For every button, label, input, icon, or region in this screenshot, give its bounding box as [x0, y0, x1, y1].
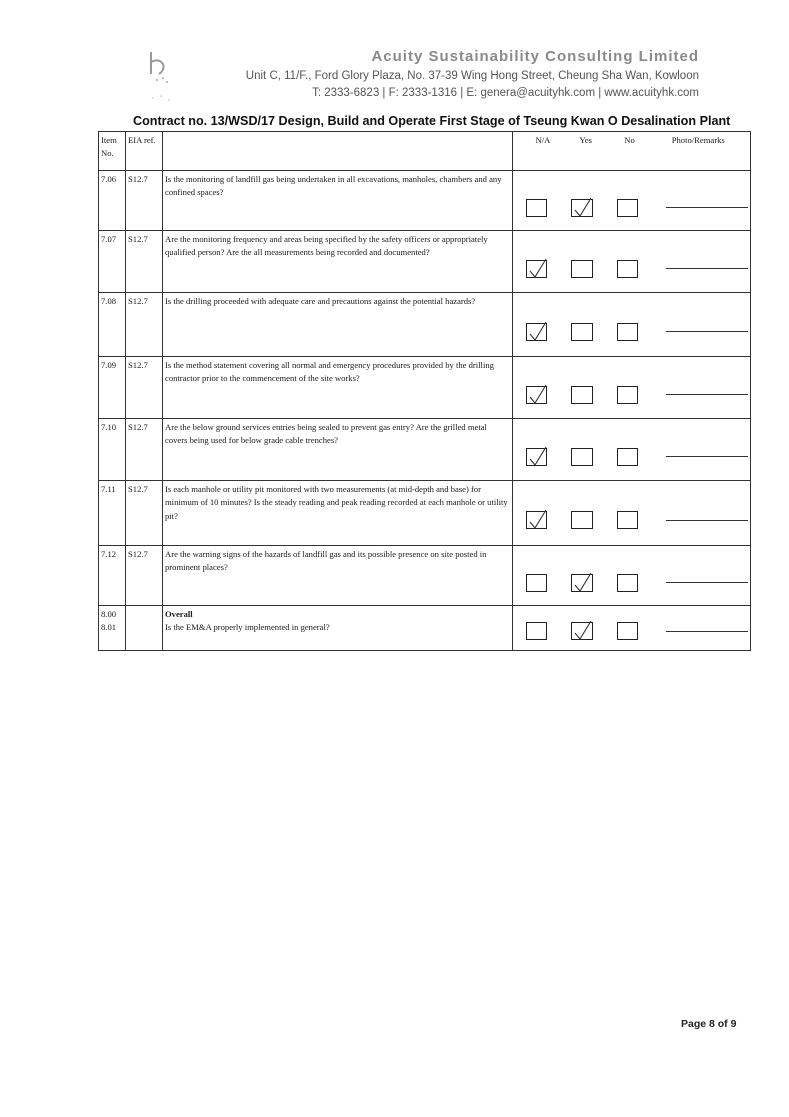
remarks-line[interactable]: [666, 207, 748, 208]
page-number: Page 8 of 9: [681, 1018, 737, 1030]
item-no: 7.09: [99, 357, 126, 419]
no-checkbox[interactable]: [617, 574, 638, 592]
check-mark-icon: [527, 383, 551, 407]
eia-ref: S12.7: [126, 419, 163, 481]
no-checkbox[interactable]: [617, 622, 638, 640]
eia-ref: S12.7: [126, 293, 163, 357]
remarks-line[interactable]: [666, 631, 748, 632]
check-mark-icon: [527, 257, 551, 281]
na-checkbox[interactable]: [526, 199, 547, 217]
remarks-line[interactable]: [666, 394, 748, 395]
na-checkbox[interactable]: [526, 622, 547, 640]
checklist-table: [98, 131, 751, 651]
answer-cell: [513, 231, 751, 293]
company-logo: [143, 48, 183, 106]
eia-ref: S12.7: [126, 357, 163, 419]
answer-checkboxes: [515, 199, 748, 217]
question-text: Are the monitoring frequency and areas being specified by the safety officers or appropriately qualified person? Are the all measurements being recorded and documented?: [163, 231, 513, 293]
answer-checkboxes: [515, 448, 748, 466]
table-row: [99, 419, 751, 481]
header-remarks: Photo/Remarks: [671, 135, 725, 145]
overall-heading: Overall: [165, 609, 193, 619]
check-mark-icon: [572, 196, 596, 220]
overall-question-cell: [163, 606, 513, 651]
yes-checkbox[interactable]: [571, 511, 592, 529]
table-header-row: [99, 132, 751, 171]
table-row: [99, 481, 751, 546]
question-text: Are the warning signs of the hazards of landfill gas and its possible presence on site posted in prominent places?: [163, 546, 513, 606]
overall-eia: [126, 606, 163, 651]
table-row: [99, 231, 751, 293]
question-text: Is the monitoring of landfill gas being undertaken in all excavations, manholes, chambers and any confined spaces?: [163, 171, 513, 231]
item-no: 7.07: [99, 231, 126, 293]
yes-checkbox[interactable]: [571, 574, 592, 592]
remarks-line[interactable]: [666, 456, 748, 457]
no-checkbox[interactable]: [617, 448, 638, 466]
eia-ref: S12.7: [126, 546, 163, 606]
overall-item-b: 8.01: [101, 622, 117, 633]
question-text: Are the below ground services entries being sealed to prevent gas entry? Are the grilled metal covers being used for below grade cable trenches?: [163, 419, 513, 481]
header-no: No: [624, 135, 635, 145]
company-name: Acuity Sustainability Consulting Limited: [371, 48, 699, 65]
yes-checkbox[interactable]: [571, 448, 592, 466]
yes-checkbox[interactable]: [571, 386, 592, 404]
question-text: Is each manhole or utility pit monitored with two measurements (at mid-depth and base) for minimum of 10 minutes? Is the steady reading and peak reading recorded at each manhole or utility pit?: [163, 481, 513, 546]
header-yes: Yes: [579, 135, 592, 145]
eia-ref: S12.7: [126, 481, 163, 546]
answer-cell: [513, 293, 751, 357]
company-address: Unit C, 11/F., Ford Glory Plaza, No. 37-39 Wing Hong Street, Cheung Sha Wan, Kowloon: [245, 70, 699, 82]
question-text: Is the method statement covering all normal and emergency procedures provided by the drilling contractor prior to the commencement of the site works?: [163, 357, 513, 419]
item-no: 7.11: [99, 481, 126, 546]
header-item-no: Item No.: [99, 132, 126, 171]
question-text: Is the drilling proceeded with adequate care and precautions against the potential hazards?: [163, 293, 513, 357]
na-checkbox[interactable]: [526, 323, 547, 341]
overall-row: [99, 606, 751, 651]
na-checkbox[interactable]: [526, 260, 547, 278]
na-checkbox[interactable]: [526, 574, 547, 592]
overall-answers: [513, 606, 751, 651]
answer-checkboxes: [515, 574, 748, 592]
check-mark-icon: [527, 508, 551, 532]
answer-cell: [513, 481, 751, 546]
eia-ref: S12.7: [126, 171, 163, 231]
answer-cell: [513, 419, 751, 481]
na-checkbox[interactable]: [526, 511, 547, 529]
overall-item-a: 8.00: [101, 609, 117, 619]
overall-item-no: [99, 606, 126, 651]
header-eia-ref: EIA ref.: [126, 132, 163, 171]
overall-question: Is the EM&A properly implemented in general?: [165, 622, 330, 633]
check-mark-icon: [527, 320, 551, 344]
header-na: N/A: [535, 135, 551, 145]
answer-checkboxes: [515, 511, 748, 529]
no-checkbox[interactable]: [617, 386, 638, 404]
remarks-line[interactable]: [666, 268, 748, 269]
na-checkbox[interactable]: [526, 448, 547, 466]
header-answers: [513, 132, 751, 171]
yes-checkbox[interactable]: [571, 323, 592, 341]
answer-checkboxes: [515, 323, 748, 341]
contract-title: Contract no. 13/WSD/17 Design, Build and Operate First Stage of Tseung Kwan O Desalination Plant: [133, 114, 731, 128]
no-checkbox[interactable]: [617, 260, 638, 278]
answer-checkboxes: [515, 622, 748, 640]
check-mark-icon: [572, 571, 596, 595]
header-question: [163, 132, 513, 171]
no-checkbox[interactable]: [617, 511, 638, 529]
answer-cell: [513, 546, 751, 606]
remarks-line[interactable]: [666, 520, 748, 521]
item-no: 7.06: [99, 171, 126, 231]
eia-ref: S12.7: [126, 231, 163, 293]
table-row: [99, 357, 751, 419]
company-contact: T: 2333-6823 | F: 2333-1316 | E: genera@acuityhk.com | www.acuityhk.com: [312, 87, 699, 99]
table-row: [99, 171, 751, 231]
no-checkbox[interactable]: [617, 323, 638, 341]
check-mark-icon: [572, 619, 596, 643]
item-no: 7.08: [99, 293, 126, 357]
answer-cell: [513, 357, 751, 419]
na-checkbox[interactable]: [526, 386, 547, 404]
yes-checkbox[interactable]: [571, 260, 592, 278]
check-mark-icon: [527, 445, 551, 469]
table-row: [99, 546, 751, 606]
answer-cell: [513, 171, 751, 231]
answer-checkboxes: [515, 386, 748, 404]
item-no: 7.10: [99, 419, 126, 481]
answer-checkboxes: [515, 260, 748, 278]
yes-checkbox[interactable]: [571, 199, 592, 217]
remarks-line[interactable]: [666, 331, 748, 332]
no-checkbox[interactable]: [617, 199, 638, 217]
remarks-line[interactable]: [666, 582, 748, 583]
table-row: [99, 293, 751, 357]
item-no: 7.12: [99, 546, 126, 606]
yes-checkbox[interactable]: [571, 622, 592, 640]
